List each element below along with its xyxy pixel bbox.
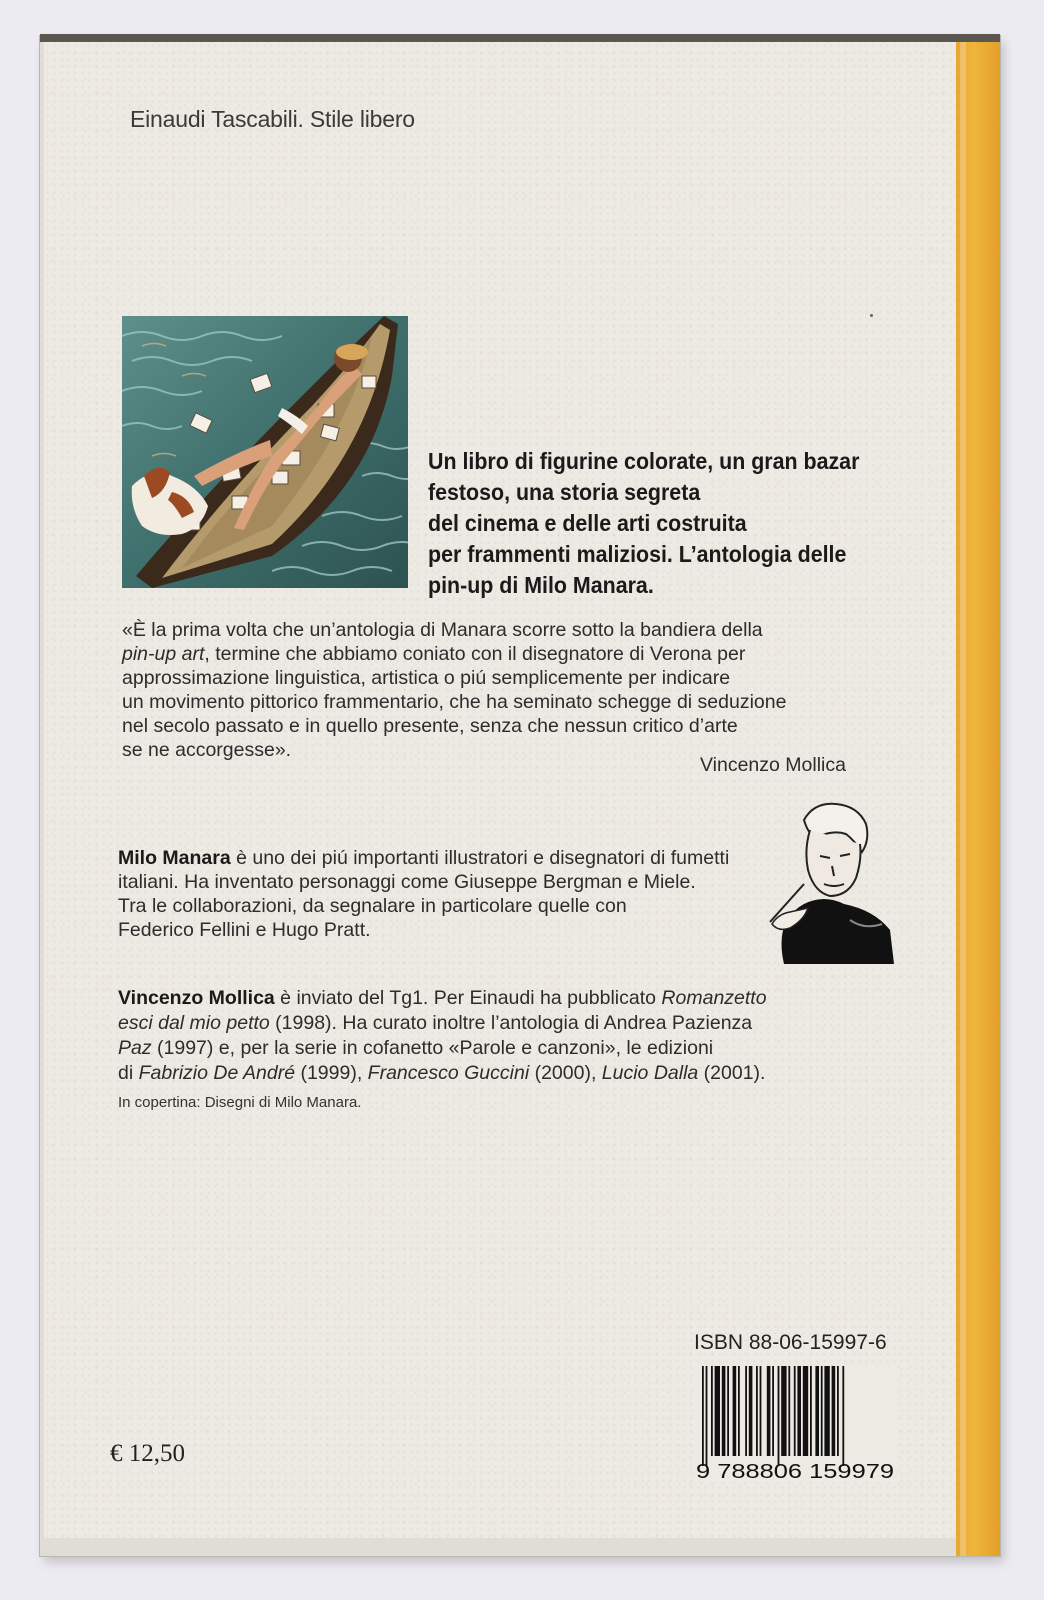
cover-illustration [122,316,408,588]
barcode-bar [749,1366,753,1456]
bio-line: Federico Fellini e Hugo Pratt. [118,919,371,941]
barcode-bar [788,1366,790,1456]
barcode-bar [711,1366,713,1456]
bio-name: Milo Manara [118,847,231,869]
barcode-bar [738,1366,740,1456]
blurb-line: Un libro di figurine colorate, un gran bazar [428,448,860,474]
barcode-bar [722,1366,726,1456]
price-label: € 12,50 [110,1440,185,1467]
barcode-bar [832,1366,836,1456]
bio-text: (2001). [698,1062,766,1084]
barcode-bar [781,1366,786,1456]
barcode-bar [810,1366,812,1456]
barcode-bar [803,1366,808,1456]
quote-text: , termine che abbiamo coniato con il disegnatore di Verona per [204,643,746,665]
bio-manara [118,846,778,942]
blurb-line: pin-up di Milo Manara. [428,572,654,598]
bio-name: Vincenzo Mollica [118,987,275,1009]
barcode-bar [745,1366,747,1456]
blurb-line: festoso, una storia segreta [428,479,701,505]
quote-line: nel secolo passato e in quello presente, senza che nessun critico d’arte [122,715,738,737]
isbn-label: ISBN 88-06-15997-6 [694,1331,887,1354]
barcode-bar [842,1366,844,1466]
barcode-bar [706,1366,708,1466]
quote-line: se ne accorgesse». [122,739,292,761]
barcode-bar [794,1366,796,1456]
spine-highlight [960,42,966,1556]
bio-line: Tra le collaborazioni, da segnalare in particolare quelle con [118,895,627,917]
blurb-line: per frammenti maliziosi. L’antologia delle [428,541,847,567]
author-portrait [764,800,894,964]
barcode-bar [715,1366,720,1456]
bio-title: Francesco Guccini [367,1062,530,1084]
bio-text: è uno dei piú importanti illustratori e disegnatori di fumetti [230,847,730,869]
bio-line [118,1061,918,1086]
barcode-bar [778,1366,780,1466]
bio-title: Paz [118,1037,152,1059]
quote-block [122,618,902,762]
quote-line [122,642,902,666]
barcode-bar [772,1366,774,1456]
bio-title: Romanzetto [661,987,767,1009]
bio-text: (1997) e, per la serie in cofanetto «Parole e canzoni», le edizioni [151,1037,714,1059]
barcode-bar [837,1366,839,1456]
barcode-number: 9 788806 159979 [696,1461,894,1482]
bio-mollica [118,986,918,1086]
barcode-bar [756,1366,758,1456]
dust-speck [870,314,873,317]
quote-line: un movimento pittorico frammentario, che ha seminato schegge di seduzione [122,691,787,713]
book-top-edge [40,34,1000,42]
bio-line: italiani. Ha inventato personaggi come Giuseppe Bergman e Miele. [118,871,696,893]
bio-line [118,1011,918,1036]
bio-text: (1999), [295,1062,368,1084]
quote-line: approssimazione linguistica, artistica o piú semplicemente per indicare [122,667,731,689]
barcode-bar [733,1366,737,1456]
series-title: Einaudi Tascabili. Stile libero [130,106,415,132]
cover-blurb [428,446,893,601]
bio-text: è inviato del Tg1. Per Einaudi ha pubblicato [274,987,662,1009]
barcode-bar [760,1366,762,1456]
quote-author: Vincenzo Mollica [700,754,846,776]
bio-title: Fabrizio De André [138,1062,296,1084]
cover-page [44,42,956,1538]
barcode-bar [815,1366,819,1456]
barcode-bar [797,1366,801,1456]
bio-line [118,846,778,870]
quote-line: «È la prima volta che un’antologia di Manara scorre sotto la bandiera della [122,619,763,641]
cover-credit: In copertina: Disegni di Milo Manara. [118,1094,362,1111]
blurb-line: del cinema e delle arti costruita [428,510,747,536]
barcode-bar [821,1366,823,1456]
bio-line [118,986,918,1011]
bio-text: di [118,1062,139,1084]
barcode-bar [702,1366,704,1466]
barcode-bar [727,1366,729,1456]
barcode-bar [824,1366,829,1456]
bio-title: esci dal mio petto [118,1012,270,1034]
quote-italic: pin-up art [122,643,205,665]
bio-text: (1998). Ha curato inoltre l’antologia di Andrea Pazienza [269,1012,753,1034]
bio-title: Lucio Dalla [601,1062,699,1084]
barcode [694,1366,898,1482]
barcode-bar [767,1366,771,1456]
bio-line [118,1036,918,1061]
bio-text: (2000), [529,1062,602,1084]
